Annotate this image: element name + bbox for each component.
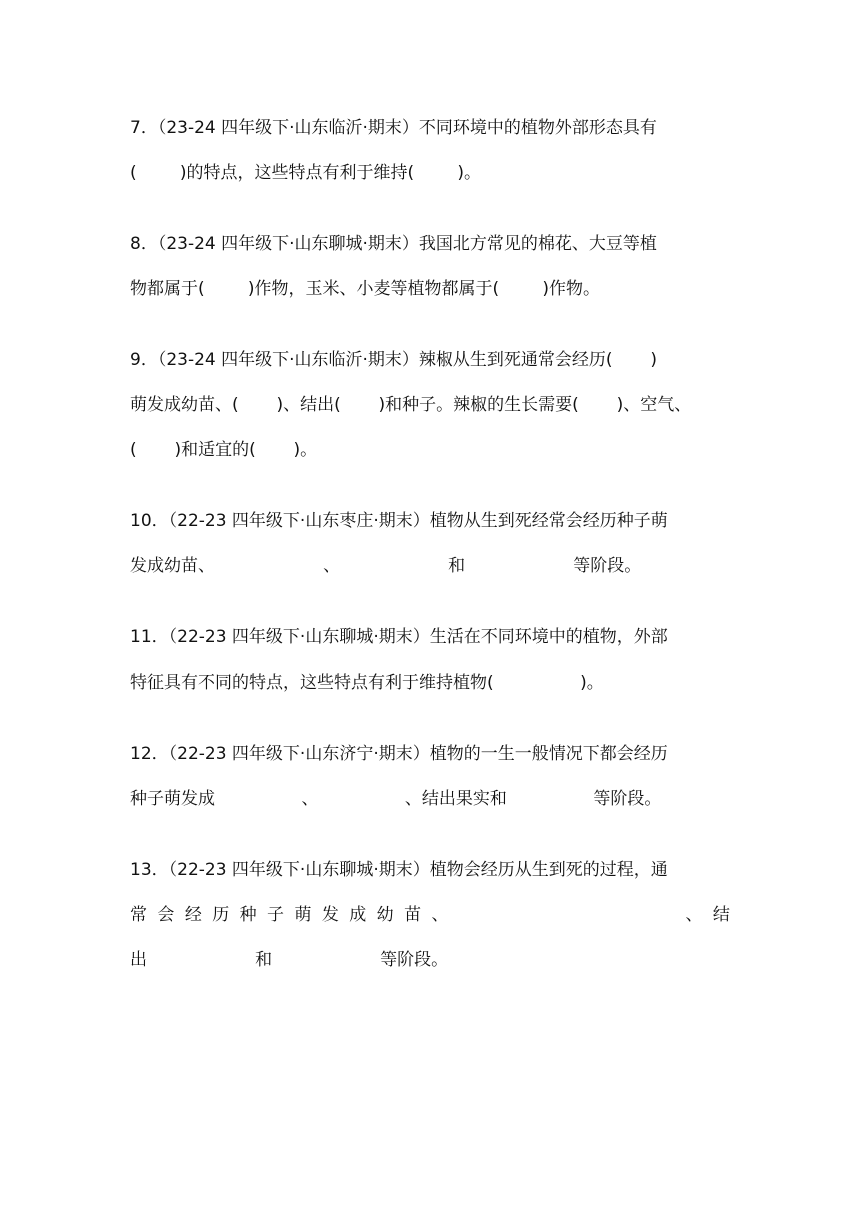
q10-line-1: 10．（22-23 四年级下·山东枣庄·期末）植物从生到死经常会经历种子萌 (130, 511, 668, 531)
q13-char: 成 (349, 905, 367, 925)
q13-char: 子 (267, 905, 285, 925)
q13-char: 会 (157, 905, 175, 925)
q13-blank (459, 901, 675, 929)
q7-line-2: ( )的特点，这些特点有利于维持( )。 (130, 163, 481, 183)
q11-line-2: 特征具有不同的特点，这些特点有利于维持植物( )。 (130, 673, 604, 693)
q10-line-2: 发成幼苗、 、 和 等阶段。 (130, 556, 642, 576)
q13-char: 发 (321, 905, 339, 925)
q13-char: 结 (712, 905, 730, 925)
q8-line-1: 8．（23-24 四年级下·山东聊城·期末）我国北方常见的棉花、大豆等植 (130, 234, 657, 254)
q13-line-2 (130, 901, 730, 929)
q12-line-2: 种子萌发成 、 、结出果实和 等阶段。 (130, 789, 662, 809)
q13-char: 幼 (376, 905, 394, 925)
q9-line-3: ( )和适宜的( )。 (130, 440, 318, 460)
q13-char: 种 (239, 905, 257, 925)
q9-line-1: 9．（23-24 四年级下·山东临沂·期末）辣椒从生到死通常会经历( ) (130, 350, 658, 370)
q7-line-1: 7．（23-24 四年级下·山东临沂·期末）不同环境中的植物外部形态具有 (130, 118, 657, 138)
q13-char: 历 (212, 905, 230, 925)
q11-line-1: 11．（22-23 四年级下·山东聊城·期末）生活在不同环境中的植物，外部 (130, 627, 668, 647)
q12-line-1: 12．（22-23 四年级下·山东济宁·期末）植物的一生一般情况下都会经历 (130, 744, 668, 764)
q13-char: 、 (431, 905, 449, 925)
q13-line-3: 出 和 等阶段。 (130, 950, 449, 970)
q13-char: 常 (130, 905, 147, 925)
q13-char: 苗 (404, 905, 422, 925)
q13-char: 、 (685, 905, 703, 925)
q13-char: 经 (184, 905, 202, 925)
q8-line-2: 物都属于( )作物，玉米、小麦等植物都属于( )作物。 (130, 279, 600, 299)
q9-line-2: 萌发成幼苗、( )、结出( )和种子。辣椒的生长需要( )、空气、 (130, 395, 692, 415)
q13-line-1: 13．（22-23 四年级下·山东聊城·期末）植物会经历从生到死的过程，通 (130, 860, 668, 880)
q13-char: 萌 (294, 905, 312, 925)
